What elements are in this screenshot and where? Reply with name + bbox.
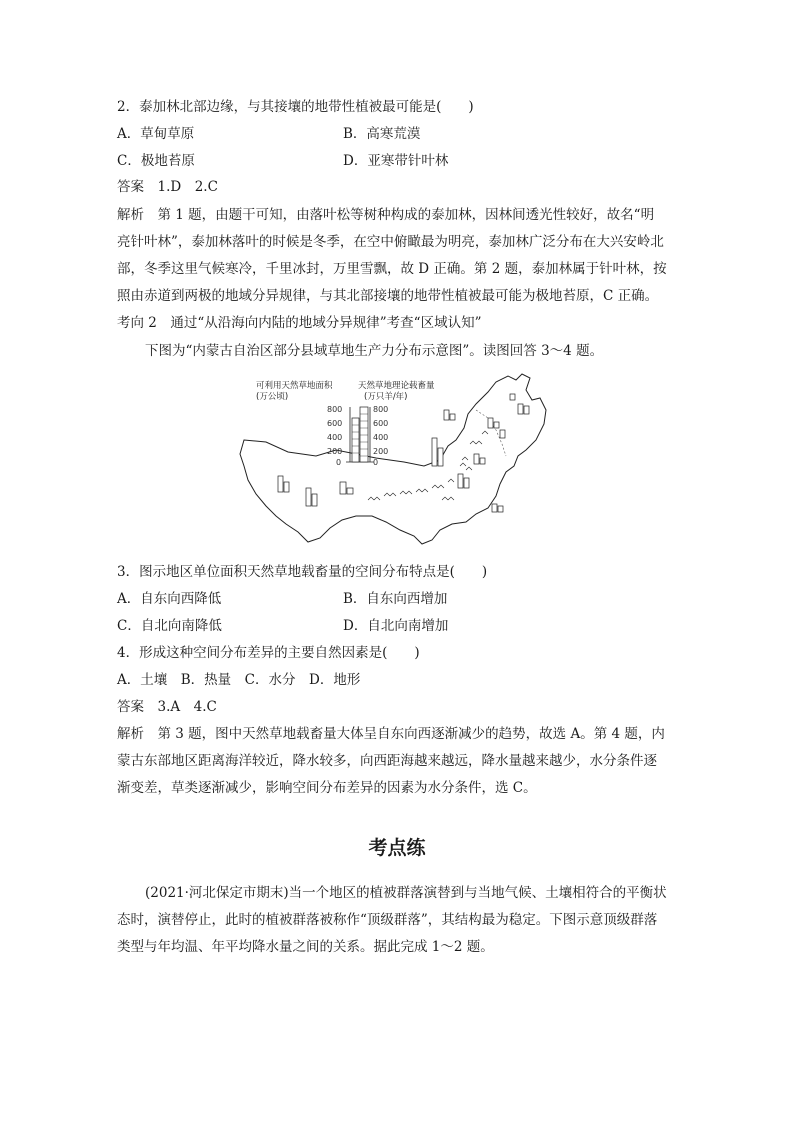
section-title: 考点练 <box>368 837 426 859</box>
tick-label: 0 <box>373 458 379 467</box>
legend-ticks-right <box>373 405 388 467</box>
q2-option-b: B．高寒荒漠 <box>343 126 421 142</box>
q3-option-c: C．自北向南降低 <box>117 618 222 634</box>
q2-option-a: A．草甸草原 <box>117 126 195 142</box>
legend-right-unit: (万只羊/年) <box>364 392 408 402</box>
tick-label: 400 <box>327 433 343 442</box>
map-intro: 下图为“内蒙古自治区部分县域草地生产力分布示意图”。读图回答 3～4 题。 <box>145 343 604 359</box>
analysis-line: 蒙古东部地区距离海洋较近，降水较多，向西距海越来越远，降水量越来越少，水分条件逐 <box>117 753 657 769</box>
q2-option-d: D．亚寒带针叶林 <box>343 153 449 169</box>
tick-label: 800 <box>327 405 343 414</box>
tick-label: 200 <box>373 447 389 456</box>
analysis-line: 解析 第 1 题，由题干可知，由落叶松等树种构成的泰加林，因林间透光性较好，故名“明 <box>117 207 655 223</box>
legend-bar-capacity <box>360 407 368 462</box>
tick-label: 200 <box>327 447 343 456</box>
exercise-line: 类型与年均温、年平均降水量之间的关系。据此完成 1～2 题。 <box>117 939 494 955</box>
tick-label: 400 <box>373 433 389 442</box>
legend-left-unit: (万公顷) <box>256 392 289 402</box>
q2-option-c: C．极地苔原 <box>117 153 195 169</box>
analysis-line: 部，冬季这里气候寒冷，千里冰封，万里雪飘，故 D 正确。第 2 题，泰加林属于针叶林，按 <box>117 261 667 277</box>
exercise-line: 态时，演替停止，此时的植被群落被称作“顶级群落”，其结构最为稳定。下图示意顶级群落 <box>117 912 658 928</box>
legend-right-title: 天然草地理论载畜量 <box>358 381 435 391</box>
q3-option-a: A．自东向西降低 <box>117 591 222 607</box>
tick-label: 800 <box>373 405 389 414</box>
tick-label: 600 <box>327 419 343 428</box>
q3-option-b: B．自东向西增加 <box>343 591 448 607</box>
exercise-line: (2021·河北保定市期末)当一个地区的植被群落演替到与当地气候、土壤相符合的平衡状 <box>145 885 667 901</box>
analysis-line: 照由赤道到两极的地域分异规律，与其北部接壤的地带性植被最可能为极地苔原，C 正确。 <box>117 288 659 304</box>
answer-3-4: 答案 3.A 4.C <box>117 699 217 715</box>
direction-heading: 考向 2 通过“从沿海向内陆的地域分异规律”考查“区域认知” <box>117 315 482 331</box>
legend-left-title: 可利用天然草地面积 <box>256 381 333 391</box>
inner-mongolia-grassland-map <box>226 370 564 550</box>
analysis-line: 渐变差，草类逐渐减少，影响空间分布差异的因素为水分条件，选 C。 <box>117 780 537 796</box>
q4-stem: 4．形成这种空间分布差异的主要自然因素是( ) <box>117 645 420 661</box>
analysis-line: 解析 第 3 题，图中天然草地载畜量大体呈自东向西逐渐减少的趋势，故选 A。第 4 题，内 <box>117 726 665 742</box>
analysis-line: 亮针叶林”，泰加林落叶的时候是冬季，在空中俯瞰最为明亮，泰加林广泛分布在大兴安岭北 <box>117 234 664 250</box>
answer-1-2: 答案 1.D 2.C <box>117 179 218 195</box>
q3-stem: 3．图示地区单位面积天然草地载畜量的空间分布特点是( ) <box>117 564 488 580</box>
tick-label: 600 <box>373 419 389 428</box>
q4-options: A．土壤 B．热量 C．水分 D．地形 <box>117 672 361 688</box>
q3-option-d: D．自北向南增加 <box>343 618 449 634</box>
tick-label: 0 <box>336 458 342 467</box>
q2-stem: 2．泰加林北部边缘，与其接壤的地带性植被最可能是( ) <box>117 99 474 115</box>
legend-bar-area <box>352 418 359 462</box>
